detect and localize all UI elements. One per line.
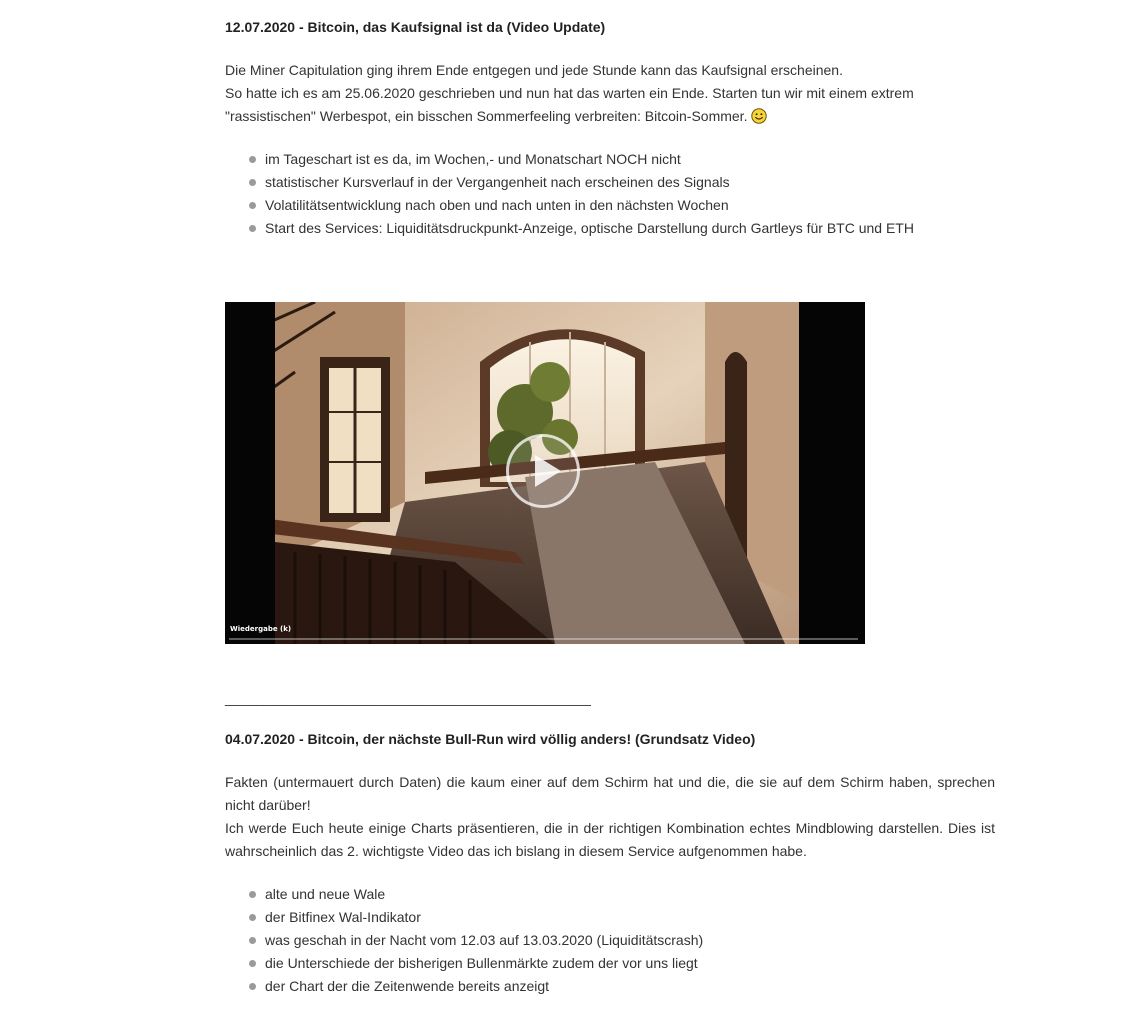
list-item [225,194,914,217]
list-item-text: alte und neue Wale [265,886,386,902]
list-item-text: die Unterschiede der bisherigen Bullenmärkte zudem der vor uns liegt [265,955,698,971]
list-item [225,906,703,929]
video-playback-label[interactable]: Wiedergabe (k) [230,625,292,633]
list-item-text: Volatilitätsentwicklung nach oben und nach unten in den nächsten Wochen [265,197,729,213]
post-1-line-2: So hatte ich es am 25.06.2020 geschrieben und nun hat das warten ein Ende. Starten tun wir mit einem extrem [225,85,914,101]
post-2-bullet-list [225,883,703,998]
list-item-text: der Bitfinex Wal-Indikator [265,909,421,925]
post-title-1: 12.07.2020 - Bitcoin, das Kaufsignal ist da (Video Update) [225,19,606,35]
post-title-2: 04.07.2020 - Bitcoin, der nächste Bull-Run wird völlig anders! (Grundsatz Video) [225,731,756,747]
video-player[interactable] [225,302,865,644]
post-1-line-3-wrap [225,105,995,128]
post-2-paragraph [225,771,995,863]
list-item-text: im Tageschart ist es da, im Wochen,- und Monatschart NOCH nicht [265,151,681,167]
play-button[interactable] [506,434,580,508]
bullet-icon [249,937,256,944]
bullet-icon [249,156,256,163]
bullet-icon [249,202,256,209]
bullet-icon [249,891,256,898]
list-item-text: was geschah in der Nacht vom 12.03 auf 13.03.2020 (Liquiditätscrash) [265,932,704,948]
post-1-paragraph [225,59,995,128]
video-progress-bar[interactable] [229,638,858,640]
post-2-line-2: nicht darüber! [225,797,311,813]
bullet-icon [249,225,256,232]
list-item [225,975,703,998]
list-item-text: der Chart der die Zeitenwende bereits anzeigt [265,978,550,994]
list-item [225,929,703,952]
post-1-bullet-list [225,148,914,240]
list-item [225,217,914,240]
smiley-icon [751,108,767,124]
post-2-line-4: wahrscheinlich das 2. wichtigste Video das ich bislang in diesem Service aufgenommen habe. [225,843,807,859]
bullet-icon [249,983,256,990]
post-1-line-1: Die Miner Capitulation ging ihrem Ende entgegen und jede Stunde kann das Kaufsignal erscheinen. [225,62,843,78]
section-divider: _______________________________________________ [225,690,591,706]
bullet-icon [249,960,256,967]
list-item [225,952,703,975]
list-item [225,883,703,906]
post-1-line-3: "rassistischen" Werbespot, ein bisschen Sommerfeeling verbreiten: Bitcoin-Sommer. [225,108,748,124]
bullet-icon [249,914,256,921]
list-item [225,148,914,171]
play-icon [509,437,577,505]
bullet-icon [249,179,256,186]
post-2-line-3: Ich werde Euch heute einige Charts präsentieren, die in der richtigen Kombination echtes Mindblowing darstellen. Dies ist [225,820,995,836]
list-item [225,171,914,194]
list-item-text: Start des Services: Liquiditätsdruckpunkt-Anzeige, optische Darstellung durch Gartleys für BTC und ETH [265,220,914,236]
list-item-text: statistischer Kursverlauf in der Vergangenheit nach erscheinen des Signals [265,174,730,190]
post-2-line-1: Fakten (untermauert durch Daten) die kaum einer auf dem Schirm hat und die, die sie auf dem Schirm haben, sprechen [225,774,995,790]
